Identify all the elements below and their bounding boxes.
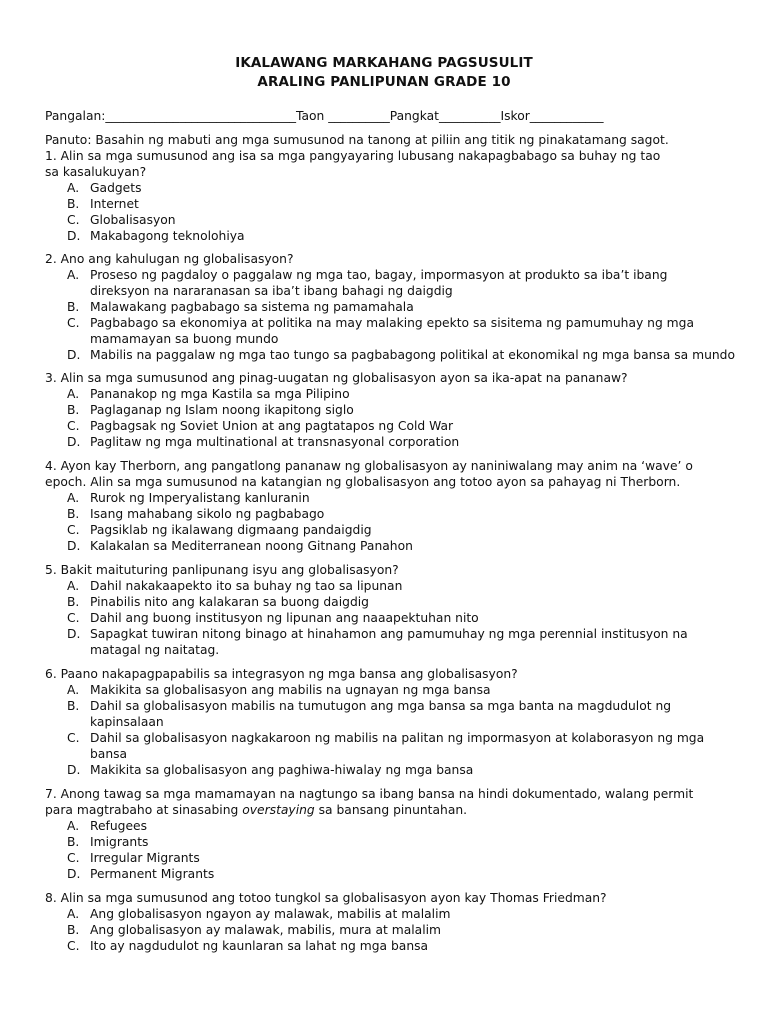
option-letter: C.: [67, 939, 80, 953]
student-info-line: Pangalan:_______________________________Taon __________Pangkat__________Iskor____________: [45, 109, 604, 123]
option-text: Internet: [90, 197, 139, 211]
option-text: Rurok ng Imperyalistang kanluranin: [90, 491, 310, 505]
option-c: [45, 938, 730, 954]
option-list: [45, 906, 725, 954]
option-text: Imigrants: [90, 835, 149, 849]
option-list: [45, 490, 725, 554]
option-letter: A.: [67, 491, 80, 505]
option-list: [45, 267, 735, 363]
option-letter: C.: [67, 611, 80, 625]
option-b: [45, 594, 730, 610]
option-text: Dahil ang buong institusyon ng lipunan ang naaapektuhan nito: [90, 611, 479, 625]
option-letter: A.: [67, 268, 80, 282]
option-text: Gadgets: [90, 181, 142, 195]
option-letter: C.: [67, 419, 80, 433]
option-text: Pagbabago sa ekonomiya at politika na may malaking epekto sa sisitema ng pamumuhay ng mga mamamayan sa buong mundo: [90, 316, 695, 346]
option-text: Ito ay nagdudulot ng kaunlaran sa lahat ng mga bansa: [90, 939, 429, 953]
question-text: [45, 786, 725, 818]
option-letter: B.: [67, 923, 80, 937]
question-text-part: 7. Anong tawag sa mga mamamayan na nagtungo sa ibang bansa na hindi dokumentado, walang permit para magtrabaho at sinasabing: [45, 787, 694, 817]
option-text: Ang globalisasyon ay malawak, mabilis, mura at malalim: [90, 923, 442, 937]
option-text: Mabilis na paggalaw ng mga tao tungo sa pagbabagong politikal at ekonomikal ng mga bansa sa mundo: [90, 348, 735, 362]
option-text: Proseso ng pagdaloy o paggalaw ng mga tao, bagay, impormasyon at produkto sa iba’t ibang direksyon na nararanasan sa iba’t ibang bahagi ng daigdig: [90, 268, 668, 298]
option-text: Malawakang pagbabago sa sistema ng pamamahala: [90, 300, 414, 314]
option-d: [45, 626, 730, 658]
option-text: Permanent Migrants: [90, 867, 215, 881]
option-d: [45, 538, 730, 554]
option-text: Dahil sa globalisasyon nagkakaroon ng mabilis na palitan ng impormasyon at kolaborasyon ng mga bansa: [90, 731, 705, 761]
option-text: Pagsiklab ng ikalawang digmaang pandaigdig: [90, 523, 372, 537]
option-b: [45, 834, 730, 850]
option-c: [45, 850, 730, 866]
option-b: [45, 698, 730, 730]
option-c: [45, 730, 730, 762]
option-text: Kalakalan sa Mediterranean noong Gitnang Panahon: [90, 539, 413, 553]
option-d: [45, 347, 735, 363]
option-text: Isang mahabang sikolo ng pagbabago: [90, 507, 325, 521]
option-text: Dahil sa globalisasyon mabilis na tumutugon ang mga bansa sa mga banta na magdudulot ng kapinsalaan: [90, 699, 672, 729]
question-8: [45, 890, 725, 954]
question-4: [45, 458, 725, 554]
option-text: Paglaganap ng Islam noong ikapitong siglo: [90, 403, 354, 417]
option-a: [45, 180, 730, 196]
option-letter: B.: [67, 507, 80, 521]
option-letter: D.: [67, 867, 81, 881]
option-d: [45, 762, 730, 778]
option-letter: D.: [67, 229, 81, 243]
option-letter: C.: [67, 851, 80, 865]
option-text: Makikita sa globalisasyon ang paghiwa-hiwalay ng mga bansa: [90, 763, 474, 777]
question-text: 2. Ano ang kahulugan ng globalisasyon?: [45, 252, 294, 266]
option-letter: B.: [67, 403, 80, 417]
option-letter: B.: [67, 699, 80, 713]
option-letter: A.: [67, 907, 80, 921]
option-letter: D.: [67, 539, 81, 553]
question-text: 5. Bakit maituturing panlipunang isyu ang globalisasyon?: [45, 563, 399, 577]
option-a: [45, 578, 730, 594]
question-3: [45, 370, 725, 450]
option-text: Makabagong teknolohiya: [90, 229, 245, 243]
exam-title: IKALAWANG MARKAHANG PAGSUSULIT: [235, 55, 533, 71]
option-text: Dahil nakakaapekto ito sa buhay ng tao sa lipunan: [90, 579, 403, 593]
option-letter: A.: [67, 819, 80, 833]
option-d: [45, 866, 730, 882]
option-text: Irregular Migrants: [90, 851, 200, 865]
option-c: [45, 315, 730, 347]
option-letter: C.: [67, 523, 80, 537]
option-text: Globalisasyon: [90, 213, 176, 227]
option-letter: D.: [67, 348, 81, 362]
option-text: Pananakop ng mga Kastila sa mga Pilipino: [90, 387, 350, 401]
question-text-part: sa bansang pinuntahan.: [314, 803, 468, 817]
question-5: [45, 562, 725, 658]
option-letter: B.: [67, 197, 80, 211]
option-text: Pagbagsak ng Soviet Union at ang pagtatapos ng Cold War: [90, 419, 454, 433]
option-text: Makikita sa globalisasyon ang mabilis na ugnayan ng mga bansa: [90, 683, 491, 697]
option-b: [45, 506, 730, 522]
option-a: [45, 682, 730, 698]
option-letter: A.: [67, 387, 80, 401]
option-list: [45, 682, 725, 778]
option-c: [45, 212, 730, 228]
instructions: Panuto: Basahin ng mabuti ang mga sumusunod na tanong at piliin ang titik ng pinakatamang sagot.: [45, 133, 669, 147]
question-text-emphasis: overstaying: [242, 803, 315, 817]
question-text: 6. Paano nakapagpapabilis sa integrasyon ng mga bansa ang globalisasyon?: [45, 667, 518, 681]
option-letter: A.: [67, 683, 80, 697]
exam-subtitle: ARALING PANLIPUNAN GRADE 10: [257, 74, 511, 90]
option-c: [45, 610, 730, 626]
option-letter: D.: [67, 627, 81, 641]
option-text: Refugees: [90, 819, 148, 833]
option-letter: C.: [67, 731, 80, 745]
option-letter: B.: [67, 835, 80, 849]
option-a: [45, 818, 730, 834]
option-letter: A.: [67, 181, 80, 195]
option-list: [45, 180, 725, 244]
option-c: [45, 418, 730, 434]
question-text: 3. Alin sa mga sumusunod ang pinag-uugatan ng globalisasyon ayon sa ika-apat na pananaw?: [45, 371, 628, 385]
option-list: [45, 578, 725, 658]
option-letter: C.: [67, 316, 80, 330]
option-text: Pinabilis nito ang kalakaran sa buong daigdig: [90, 595, 369, 609]
option-a: [45, 906, 730, 922]
option-letter: B.: [67, 595, 80, 609]
option-c: [45, 522, 730, 538]
option-letter: C.: [67, 213, 80, 227]
option-text: Paglitaw ng mga multinational at transnasyonal corporation: [90, 435, 460, 449]
question-7: [45, 786, 725, 882]
option-letter: A.: [67, 579, 80, 593]
option-text: Ang globalisasyon ngayon ay malawak, mabilis at malalim: [90, 907, 451, 921]
option-text: Sapagkat tuwiran nitong binago at hinahamon ang pamumuhay ng mga perennial institusyon na matagal ng naitatag.: [90, 627, 688, 657]
option-b: [45, 196, 730, 212]
question-2: [45, 251, 735, 363]
option-letter: D.: [67, 435, 81, 449]
option-letter: D.: [67, 763, 81, 777]
question-text: 8. Alin sa mga sumusunod ang totoo tungkol sa globalisasyon ayon kay Thomas Friedman?: [45, 891, 607, 905]
question-6: [45, 666, 725, 778]
question-text: 4. Ayon kay Therborn, ang pangatlong pananaw ng globalisasyon ay naniniwalang may anim na ‘wave’ o epoch. Alin sa mga sumusunod na katangian ng globalisasyon ang totoo ayon sa pahayag ni Therborn.: [45, 459, 693, 489]
option-d: [45, 434, 730, 450]
option-list: [45, 386, 725, 450]
option-d: [45, 228, 730, 244]
option-b: [45, 922, 730, 938]
option-a: [45, 267, 730, 299]
option-letter: B.: [67, 300, 80, 314]
question-1: [45, 148, 725, 244]
option-list: [45, 818, 725, 882]
option-b: [45, 299, 730, 315]
option-b: [45, 402, 730, 418]
option-a: [45, 386, 730, 402]
option-a: [45, 490, 730, 506]
question-text: 1. Alin sa mga sumusunod ang isa sa mga pangyayaring lubusang nakapagbabago sa buhay ng tao sa kasalukuyan?: [45, 149, 661, 179]
